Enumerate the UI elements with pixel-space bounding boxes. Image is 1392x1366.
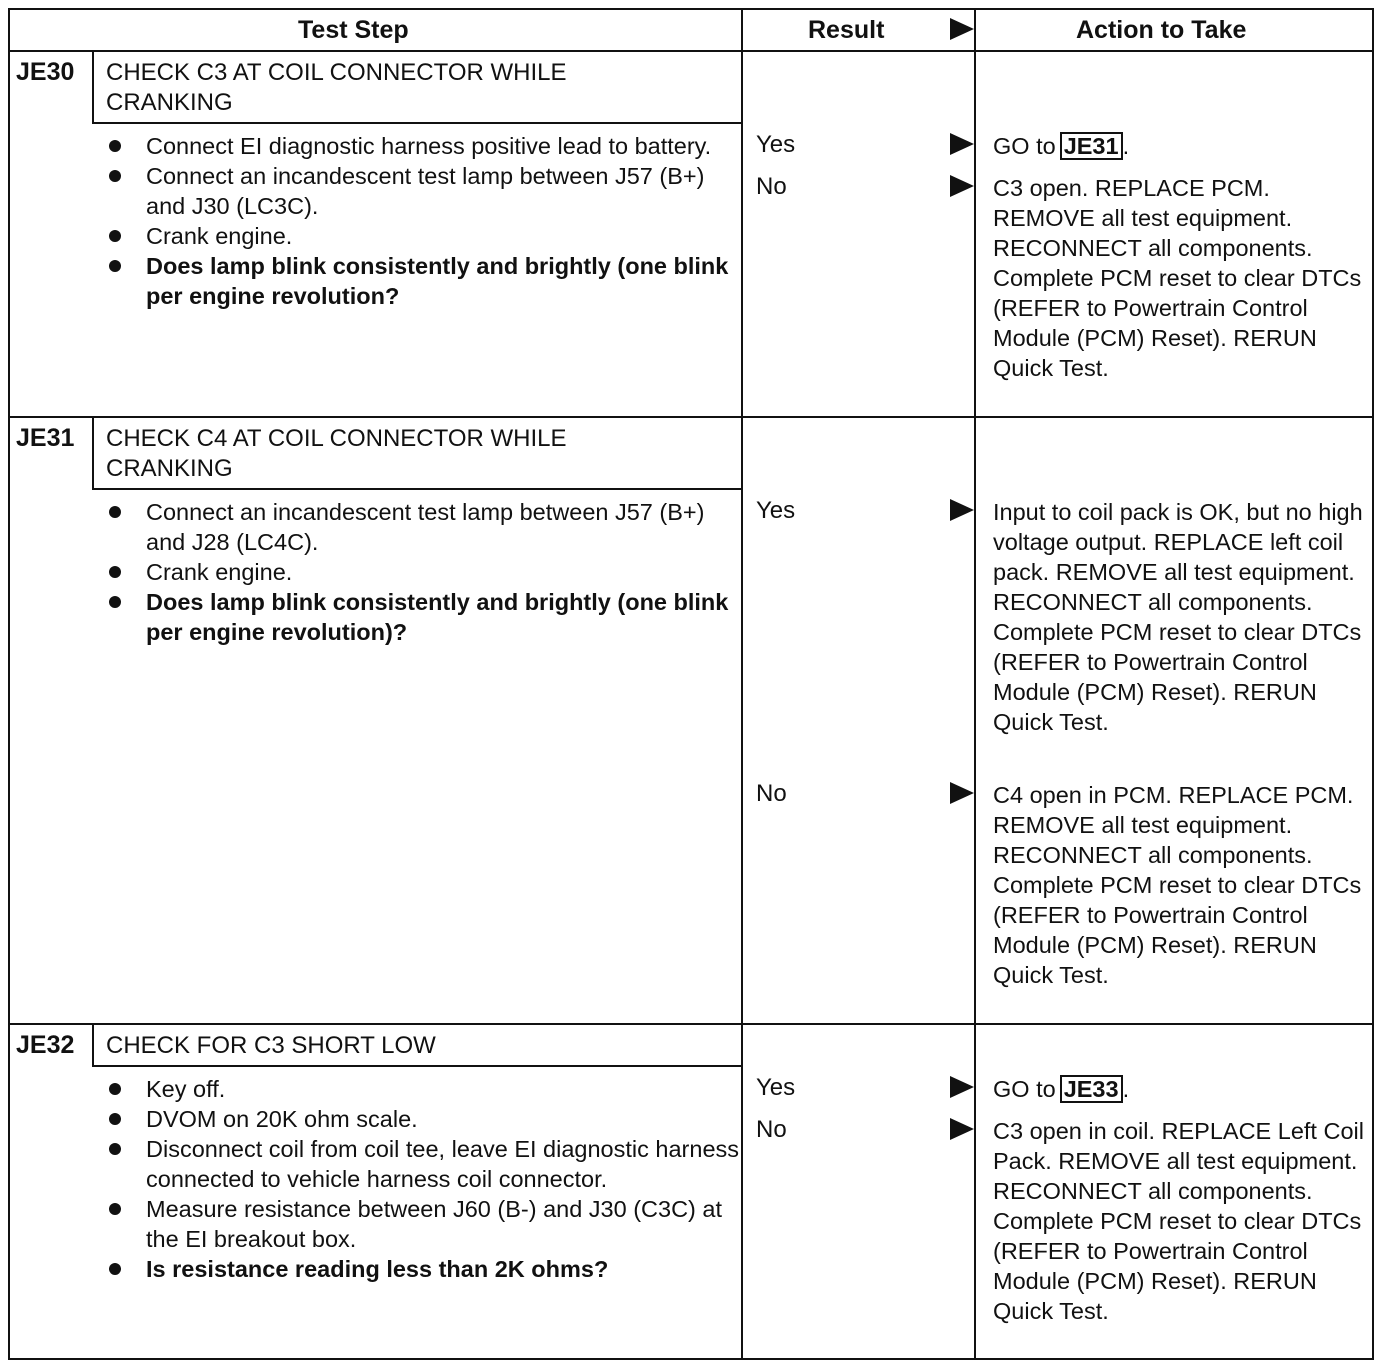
arrow-icon <box>950 1118 974 1140</box>
step-title-rule <box>92 1065 742 1067</box>
step-title-rule <box>92 122 742 124</box>
step-reference-link[interactable]: JE33 <box>1060 1075 1123 1103</box>
step-bullets <box>106 131 746 311</box>
step-je30 <box>10 52 1372 418</box>
header-arrow-icon <box>950 18 974 40</box>
step-bullets <box>106 1074 746 1284</box>
list-item: Key off. <box>106 1074 746 1104</box>
action-yes: Input to coil pack is OK, but no high voltage output. REPLACE left coil pack. REMOVE all test equipment. RECONNECT all components. Complete PCM reset to clear DTCs (REFER to Powertrain Control Module (PCM) Reset). RERUN Quick Test. <box>993 499 1363 735</box>
step-bullets <box>106 497 746 647</box>
result-no: No <box>756 1116 787 1143</box>
step-title-rule <box>92 488 742 490</box>
list-item: Crank engine. <box>106 557 746 587</box>
table-header <box>10 10 1372 52</box>
header-result: Result <box>808 16 885 44</box>
step-reference-link[interactable]: JE31 <box>1060 132 1123 160</box>
list-item: Disconnect coil from coil tee, leave EI diagnostic harness connected to vehicle harness coil connector. <box>106 1134 746 1194</box>
step-id: JE31 <box>16 424 75 452</box>
arrow-icon <box>950 499 974 521</box>
result-yes: Yes <box>756 131 796 158</box>
header-action: Action to Take <box>1076 16 1247 44</box>
step-je32 <box>10 1025 1372 1358</box>
step-title: CHECK C3 AT COIL CONNECTOR WHILE CRANKING <box>106 59 567 116</box>
list-item: DVOM on 20K ohm scale. <box>106 1104 746 1134</box>
action-no: C3 open in coil. REPLACE Left Coil Pack. REMOVE all test equipment. RECONNECT all components. Complete PCM reset to clear DTCs (REFER to Powertrain Control Module (PCM) Reset). RERUN Quick Test. <box>993 1118 1364 1324</box>
action-no: C3 open. REPLACE PCM. REMOVE all test equipment. RECONNECT all components. Complete PCM reset to clear DTCs (REFER to Powertrain Control Module (PCM) Reset). RERUN Quick Test. <box>993 175 1362 381</box>
action-no: C4 open in PCM. REPLACE PCM. REMOVE all test equipment. RECONNECT all components. Complete PCM reset to clear DTCs (REFER to Powertrain Control Module (PCM) Reset). RERUN Quick Test. <box>993 782 1362 988</box>
step-je31 <box>10 418 1372 1025</box>
action-text: . <box>1122 133 1130 159</box>
result-yes: Yes <box>756 497 796 524</box>
action-yes <box>993 1074 1371 1104</box>
list-item: Connect an incandescent test lamp between J57 (B+) and J30 (LC3C). <box>106 161 746 221</box>
action-text: GO to <box>993 133 1056 159</box>
step-id-divider <box>92 418 94 488</box>
step-id: JE32 <box>16 1031 75 1059</box>
step-title: CHECK FOR C3 SHORT LOW <box>106 1032 436 1059</box>
list-item-question: Does lamp blink consistently and brightly (one blink per engine revolution)? <box>106 587 746 647</box>
result-yes: Yes <box>756 1074 796 1101</box>
list-item-question: Does lamp blink consistently and brightly (one blink per engine revolution? <box>106 251 746 311</box>
arrow-icon <box>950 133 974 155</box>
result-no: No <box>756 173 787 200</box>
action-text: GO to <box>993 1076 1056 1102</box>
step-id-divider <box>92 52 94 122</box>
step-title: CHECK C4 AT COIL CONNECTOR WHILE CRANKING <box>106 425 567 482</box>
result-no: No <box>756 780 787 807</box>
list-item: Crank engine. <box>106 221 746 251</box>
step-id-divider <box>92 1025 94 1065</box>
action-yes <box>993 131 1371 161</box>
header-test-step: Test Step <box>298 16 409 44</box>
step-id: JE30 <box>16 58 75 86</box>
list-item: Measure resistance between J60 (B-) and J30 (C3C) at the EI breakout box. <box>106 1194 746 1254</box>
diagnostic-table <box>8 8 1374 1360</box>
action-text: . <box>1122 1076 1130 1102</box>
arrow-icon <box>950 1076 974 1098</box>
list-item: Connect an incandescent test lamp between J57 (B+) and J28 (LC4C). <box>106 497 746 557</box>
list-item: Connect EI diagnostic harness positive lead to battery. <box>106 131 746 161</box>
arrow-icon <box>950 175 974 197</box>
list-item-question: Is resistance reading less than 2K ohms? <box>106 1254 746 1284</box>
arrow-icon <box>950 782 974 804</box>
